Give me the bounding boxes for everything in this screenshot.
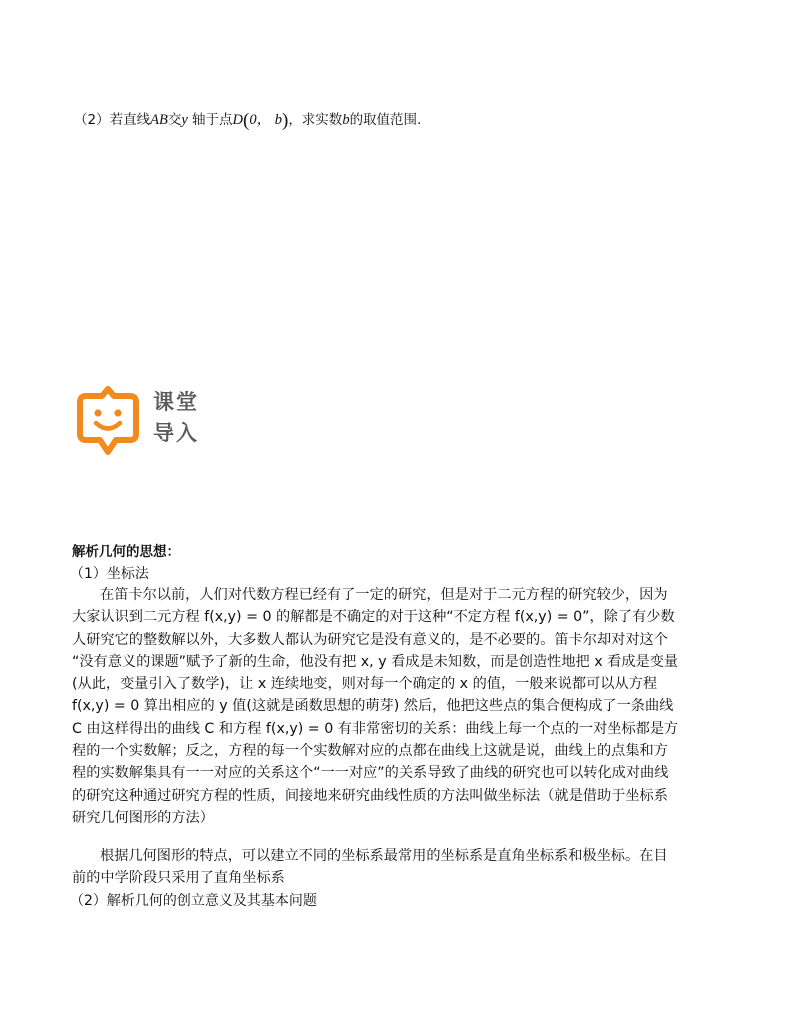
- q2-suffix: ，求实数: [288, 112, 343, 128]
- para2-line: 前的中学阶段只采用了直角坐标系: [72, 870, 285, 887]
- subheading-significance: （2）解析几何的创立意义及其基本问题: [70, 893, 317, 909]
- para1-line: 的研究这种通过研究方程的性质，间接地来研究曲线性质的方法叫做坐标法（就是借助于坐标系: [72, 787, 668, 804]
- para1-line: 研究几何图形的方法）: [72, 809, 214, 826]
- logo-text-line1: 课堂: [153, 390, 199, 414]
- para2-line: 根据几何图形的特点，可以建立不同的坐标系最常用的坐标系是直角坐标系和极坐标。在目: [100, 848, 668, 864]
- question-2: [74, 108, 421, 132]
- logo-text-line2: 导入: [153, 421, 199, 445]
- para1-line: 大家认识到二元方程 f(x,y) = 0 的解都是不确定的对于这种“不定方程 f(x,y) = 0”，除了有少数: [72, 609, 675, 626]
- q2-line-ab: AB: [150, 112, 168, 128]
- q2-end: 的取值范围.: [349, 112, 422, 128]
- q2-var-b: b: [342, 112, 350, 128]
- q2-prefix: （2）若直线: [74, 112, 151, 128]
- paragraph-coordinate-method: [72, 584, 722, 829]
- para1-line: “没有意义的课题”赋予了新的生命，他没有把 x, y 看成是未知数，而是创造性地把 x 看成是变量: [72, 653, 679, 670]
- subheading-coordinate-method: （1）坐标法: [70, 566, 149, 582]
- q2-coords: 0， b: [249, 112, 282, 128]
- para1-line: 程的实数解集具有一一对应的关系这个“一一对应”的关系导致了曲线的研究也可以转化成对曲线: [72, 765, 669, 782]
- classroom-intro-logo-icon: [76, 386, 140, 456]
- q2-paren-close: ): [281, 110, 289, 131]
- para1-line: f(x,y) = 0 算出相应的 y 值(这就是函数思想的萌芽) 然后，他把这些点的集合便构成了一条曲线: [72, 698, 674, 715]
- q2-paren-open: (: [243, 110, 250, 131]
- section-heading: 解析几何的思想：: [72, 544, 180, 560]
- para1-line: 人研究它的整数解以外，大多数人都认为研究它是没有意义的，是不必要的。笛卡尔却对对这个: [72, 631, 668, 648]
- para1-line: (从此，变量引入了数学)，让 x 连续地变，则对每一个确定的 x 的值，一般来说都可以从方程: [72, 676, 658, 693]
- q2-mid2: 轴于点: [187, 112, 233, 128]
- q2-y-axis: y: [181, 112, 188, 128]
- q2-point-d: D: [232, 112, 244, 128]
- para1-line: 程的一个实数解；反之，方程的每一个实数解对应的点都在曲线上这就是说，曲线上的点集和方: [72, 743, 668, 760]
- logo-text: [153, 387, 199, 449]
- q2-mid: 交: [167, 112, 182, 128]
- para1-line: C 由这样得出的曲线 C 和方程 f(x,y) = 0 有非常密切的关系：曲线上每一个点的一对坐标都是方: [72, 720, 679, 737]
- paragraph-coordinate-systems: [72, 845, 722, 890]
- para1-line: 在笛卡尔以前，人们对代数方程已经有了一定的研究，但是对于二元方程的研究较少，因为: [100, 587, 668, 603]
